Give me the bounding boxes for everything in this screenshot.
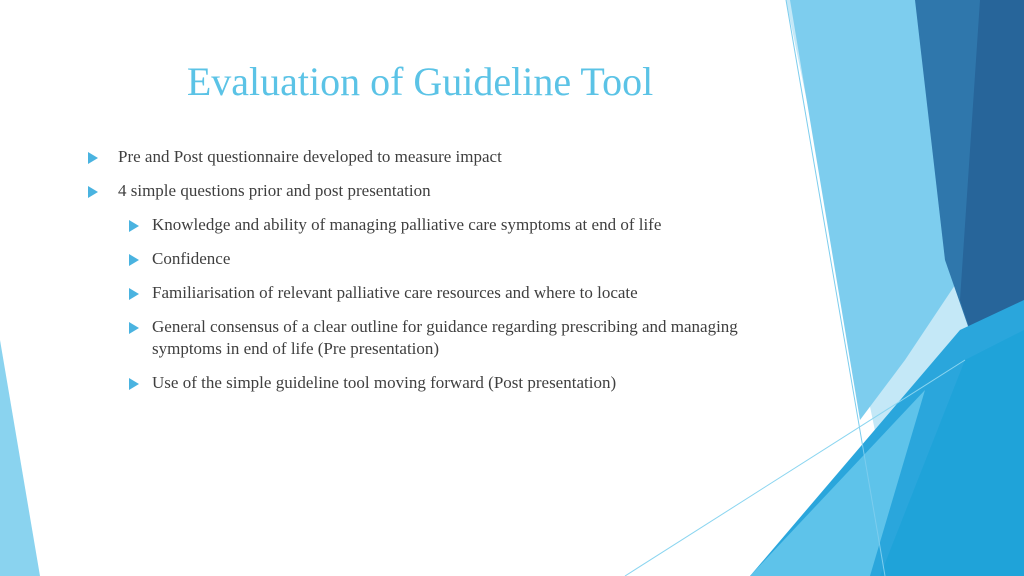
triangle-bullet-icon (88, 186, 98, 198)
sub-bullet-item (88, 248, 768, 270)
bullet-list (88, 146, 768, 406)
sub-bullet-text: Familiarisation of relevant palliative care resources and where to locate (152, 283, 638, 302)
triangle-bullet-icon (129, 288, 139, 300)
sub-bullet-item (88, 282, 768, 304)
triangle-bullet-icon (88, 152, 98, 164)
bullet-item (88, 146, 768, 168)
triangle-bullet-icon (129, 254, 139, 266)
sub-bullet-text: General consensus of a clear outline for guidance regarding prescribing and managing symptoms in end of life (Pre presentation) (152, 317, 738, 358)
slide-title: Evaluation of Guideline Tool (186, 59, 654, 104)
sub-bullet-item (88, 316, 768, 360)
sub-bullet-item (88, 372, 768, 394)
sub-bullet-text: Use of the simple guideline tool moving forward (Post presentation) (152, 373, 617, 392)
bullet-text: Pre and Post questionnaire developed to measure impact (118, 147, 502, 166)
left-accent-shape (0, 340, 40, 576)
sub-bullet-item (88, 214, 768, 236)
sub-bullet-text: Confidence (152, 249, 231, 268)
bullet-text: 4 simple questions prior and post presentation (118, 181, 431, 200)
triangle-bullet-icon (129, 378, 139, 390)
triangle-bullet-icon (129, 220, 139, 232)
bullet-item (88, 180, 768, 202)
sub-bullet-text: Knowledge and ability of managing palliative care symptoms at end of life (152, 215, 662, 234)
triangle-bullet-icon (129, 322, 139, 334)
